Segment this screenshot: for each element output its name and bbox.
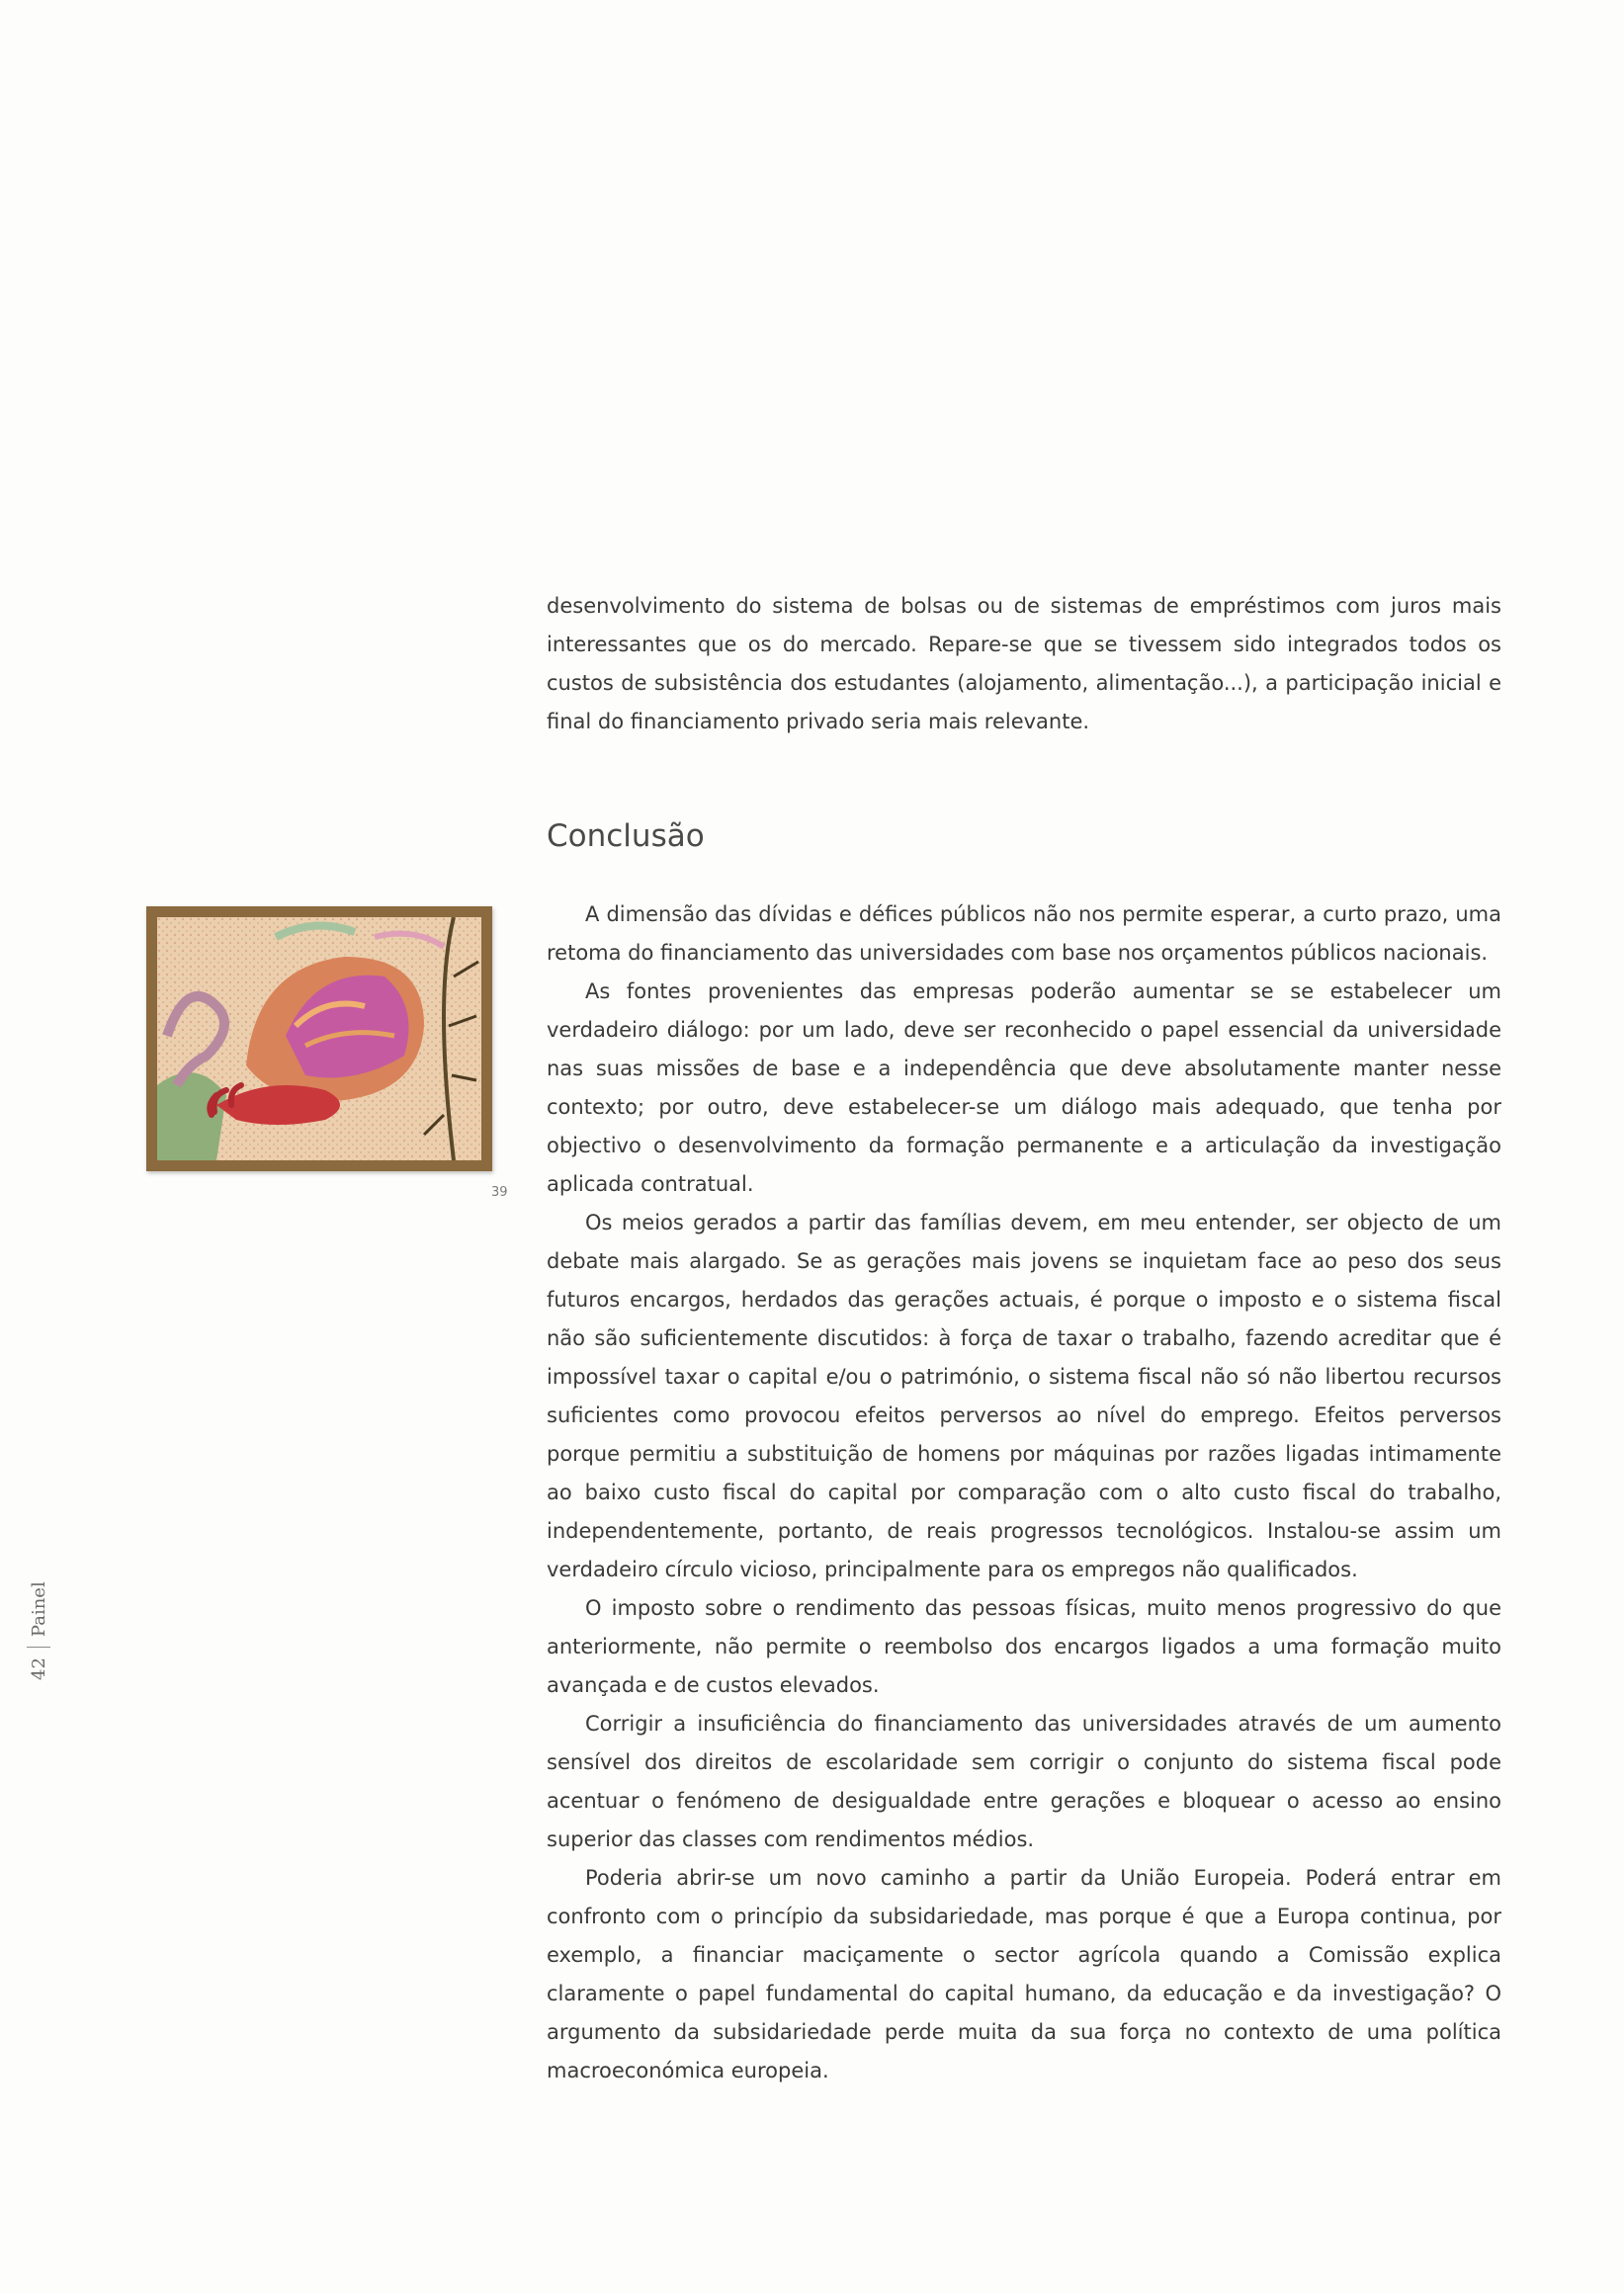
intro-paragraph: desenvolvimento do sistema de bolsas ou de sistemas de empréstimos com juros mais interessantes que os do mercado. Repare-se que se tivessem sido integrados todos os custos de subsistência dos estudantes (alojamento, alimentação...), a participação inicial e final do financiamento privado seria mais relevante.	[547, 594, 1501, 733]
folio-divider	[27, 1647, 50, 1648]
paragraph: O imposto sobre o rendimento das pessoas físicas, muito menos progressivo do que anteriormente, não permite o reembolso dos encargos ligados a uma formação muito avançada e de custos elevados.	[547, 1596, 1501, 1697]
intro-paragraph-block	[547, 587, 1501, 741]
painting-illustration	[157, 917, 481, 1160]
page-number: 42	[28, 1657, 49, 1680]
paragraph: Os meios gerados a partir das famílias devem, em meu entender, ser objecto de um debate mais alargado. Se as gerações mais jovens se inquietam face ao peso dos seus futuros encargos, herdados das gerações actuais, é porque o imposto e o sistema fiscal não são suficientemente discutidos: à força de taxar o trabalho, fazendo acreditar que é impossível taxar o capital e/ou o património, o sistema fiscal não só não libertou recursos suficientes como provocou efeitos perversos ao nível do emprego. Efeitos perversos porque permitiu a substituição de homens por máquinas por razões ligadas intimamente ao baixo custo fiscal do capital por comparação com o alto custo fiscal do trabalho, independentemente, portanto, de reais progressos tecnológicos. Instalou-se assim um verdadeiro círculo vicioso, principalmente para os empregos não qualificados.	[547, 1211, 1501, 1581]
paragraph: As fontes provenientes das empresas poderão aumentar se se estabelecer um verdadeiro diálogo: por um lado, deve ser reconhecido o papel essencial da universidade nas suas missões de base e a independência que deve absolutamente manter nesse contexto; por outro, deve estabelecer-se um diálogo mais adequado, que tenha por objectivo o desenvolvimento da formação permanente e a articulação da investigação aplicada contratual.	[547, 979, 1501, 1196]
paragraph: Poderia abrir-se um novo caminho a partir da União Europeia. Poderá entrar em confronto com o princípio da subsidariedade, mas porque é que a Europa continua, por exemplo, a financiar maciçamente o sector agrícola quando a Comissão explica claramente o papel fundamental do capital humano, da educação e da investigação? O argumento da subsidariedade perde muita da sua força no contexto de uma política macroeconómica europeia.	[547, 1866, 1501, 2082]
section-title: Conclusão	[547, 818, 705, 854]
figure-number: 39	[491, 1185, 508, 1200]
section-name: Painel	[28, 1581, 49, 1638]
conclusion-body	[547, 895, 1501, 2090]
page-folio	[24, 1562, 53, 1680]
painting-figure	[146, 906, 492, 1171]
paragraph: Corrigir a insuficiência do financiamento das universidades através de um aumento sensível dos direitos de escolaridade sem corrigir o conjunto do sistema fiscal pode acentuar o fenómeno de desigualdade entre gerações e bloquear o acesso ao ensino superior das classes com rendimentos médios.	[547, 1712, 1501, 1851]
paragraph: A dimensão das dívidas e défices públicos não nos permite esperar, a curto prazo, uma retoma do financiamento das universidades com base nos orçamentos públicos nacionais.	[547, 902, 1501, 965]
